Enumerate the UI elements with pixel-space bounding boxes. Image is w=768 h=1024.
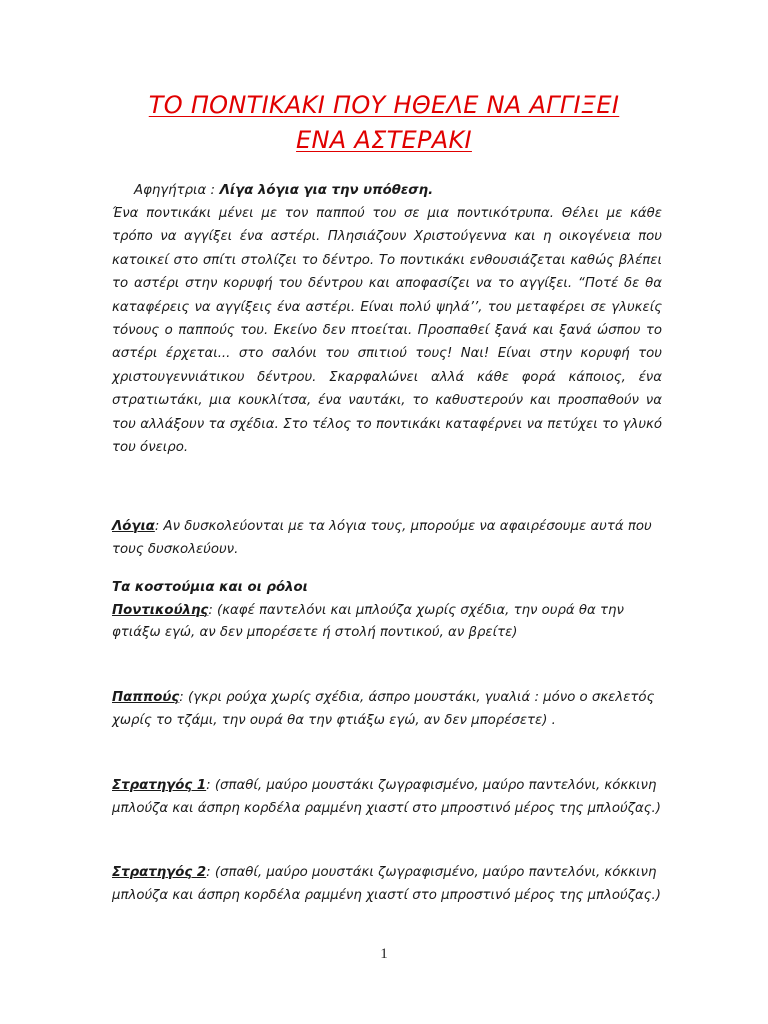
role-general-1-text: : (σπαθί, μαύρο μουστάκι ζωγραφισμένο, μαύρο παντελόνι, κόκκινη μπλούζα και άσπρη κορδέλα ραμμένη χιαστί στο μπροστινό μέρος της μπλούζας.)	[112, 778, 661, 816]
document-title	[100, 88, 668, 158]
narrator-label: Αφηγήτρια :	[134, 183, 216, 198]
title-line-2: ΕΝΑ ΑΣΤΕΡΑΚΙ	[296, 126, 472, 154]
synopsis-paragraph: Ένα ποντικάκι μένει με τον παππού του σε μια ποντικότρυπα. Θέλει με κάθε τρόπο να αγγίξει ένα αστέρι. Πλησιάζουν Χριστούγεννα και η οικογένεια που κατοικεί στο σπίτι στολίζει το δέντρο. Το ποντικάκι ενθουσιάζεται καθώς βλέπει το αστέρι στην κορυφή του δέντρου και αποφασίζει να το αγγίξει. “Ποτέ δε θα καταφέρεις να αγγίξεις ένα αστέρι. Είναι πολύ ψηλά’’, του μεταφέρει σε γλυκείς τόνους ο παππούς του. Εκείνο δεν πτοείται. Προσπαθεί ξανά και ξανά ώσπου το αστέρι έρχεται... στο σαλόνι του σπιτιού τους! Ναι! Είναι στην κορυφή του χριστουγεννιάτικου δέντρου. Σκαρφαλώνει αλλά κάθε φορά κάποιος, ένα στρατιωτάκι, μια κουκλίτσα, ένα ναυτάκι, το καθυστερούν και προσπαθούν να του αλλάξουν τα σχέδια. Στο τέλος το ποντικάκι καταφέρνει να πετύχει το γλυκό του όνειρο.	[112, 206, 662, 456]
role-general-1-label: Στρατηγός 1	[112, 778, 207, 793]
role-grandpa-text: : (γκρι ρούχα χωρίς σχέδια, άσπρο μουστάκι, γυαλιά : μόνο ο σκελετός χωρίς το τζάμι, την ουρά θα την φτιάξω εγώ, αν δεν μπορέσετε) .	[112, 690, 655, 728]
narrator-heading	[112, 180, 662, 202]
logia-label: Λόγια	[112, 519, 155, 534]
section-grandpa	[112, 687, 662, 732]
section-costumes	[112, 577, 662, 645]
section-logia	[112, 516, 662, 561]
role-grandpa-label: Παππούς	[112, 690, 180, 705]
role-mouse-text: : (καφέ παντελόνι και μπλούζα χωρίς σχέδια, την ουρά θα την φτιάξω εγώ, αν δεν μπορέσετε ή στολή ποντικού, αν βρείτε)	[112, 602, 624, 640]
role-general-2-text: : (σπαθί, μαύρο μουστάκι ζωγραφισμένο, μαύρο παντελόνι, κόκκινη μπλούζα και άσπρη κορδέλα ραμμένη χιαστί στο μπροστινό μέρος της μπλούζας.)	[112, 865, 661, 903]
logia-text: : Αν δυσκολεύονται με τα λόγια τους, μπορούμε να αφαιρέσουμε αυτά που τους δυσκολεύουν.	[112, 519, 652, 557]
narrator-subject: Λίγα λόγια για την υπόθεση.	[215, 183, 434, 198]
page-number: 1	[380, 946, 388, 962]
section-general-2	[112, 862, 662, 907]
title-line-1: ΤΟ ΠΟΝΤΙΚΑΚΙ ΠΟΥ ΗΘΕΛΕ ΝΑ ΑΓΓΙΞΕΙ	[148, 91, 620, 119]
section-general-1	[112, 775, 662, 820]
role-general-2-label: Στρατηγός 2	[112, 865, 207, 880]
role-mouse-label: Ποντικούλης	[112, 602, 209, 618]
costumes-heading: Τα κοστούμια και οι ρόλοι	[112, 580, 308, 595]
